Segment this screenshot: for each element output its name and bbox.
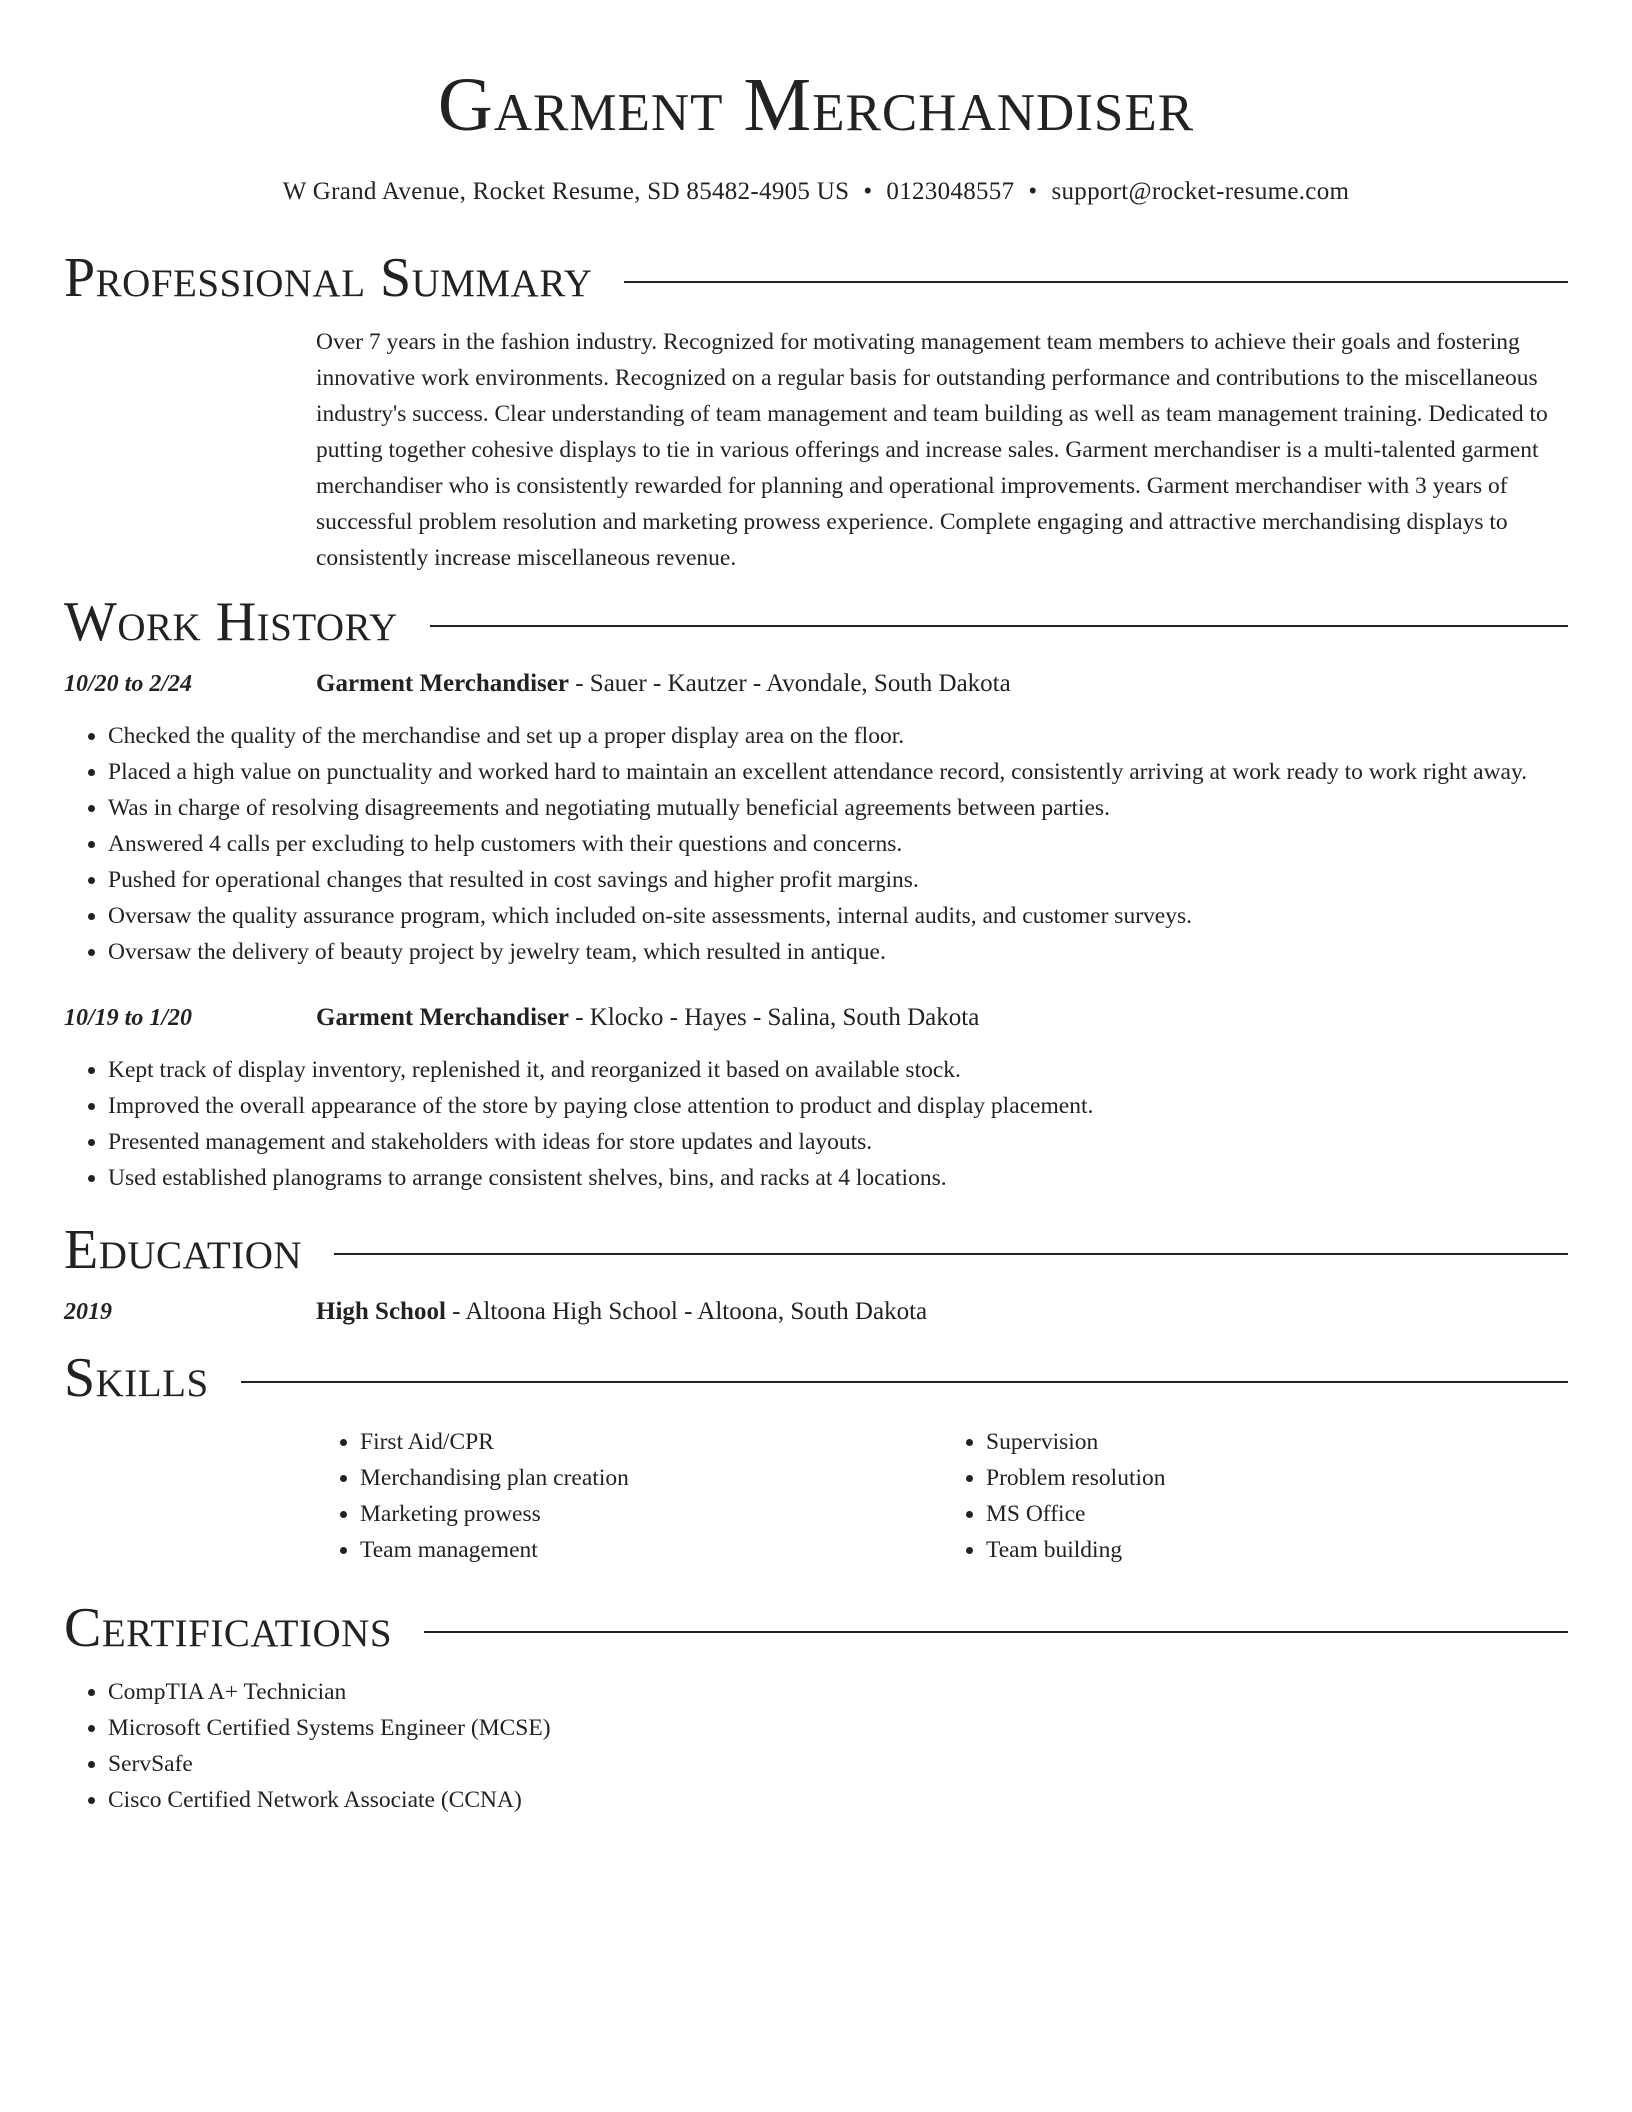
section-title-summary: Professional Summary [64, 247, 593, 309]
work-section-header [64, 590, 1568, 654]
summary-text: Over 7 years in the fashion industry. Recognized for motivating management team members to achieve their goals and fostering innovative work environments. Recognized on a regular basis for outstanding performance and contributions to the miscellaneous industry's success. Clear understanding of team management and team building as well as team management training. Dedicated to putting together cohesive displays to tie in various offerings and increase sales. Garment merchandiser is a multi-talented garment merchandiser who is consistently rewarded for planning and operational improvements. Garment merchandiser with 3 years of successful problem resolution and marketing prowess experience. Complete engaging and attractive merchandising displays to consistently increase miscellaneous revenue. [316, 329, 1548, 571]
list-item: • Oversaw the quality assurance program, which included on-site assessments, internal audits, and customer surveys. [108, 898, 1568, 934]
list-item: • Improved the overall appearance of the store by paying close attention to product and display placement. [108, 1088, 1568, 1124]
separator-dot: • [863, 178, 873, 205]
address: W Grand Avenue, Rocket Resume, SD 85482-4905 US [282, 178, 850, 205]
section-divider [334, 1253, 1568, 1255]
section-title-certifications: Certifications [64, 1597, 393, 1659]
section-title-skills: Skills [64, 1347, 209, 1409]
education-section-header [64, 1218, 1568, 1282]
education-heading [316, 1296, 927, 1328]
certification-item: • Cisco Certified Network Associate (CCNA) [108, 1782, 1568, 1818]
job-dates: 10/20 to 2/24 [64, 671, 193, 697]
skill-item: • First Aid/CPR [360, 1424, 942, 1460]
skills-column-left [316, 1424, 942, 1568]
certifications-list [64, 1674, 1568, 1818]
skill-item: • MS Office [986, 1496, 1568, 1532]
list-item: • Placed a high value on punctuality and worked hard to maintain an excellent attendance record, consistently arriving at work ready to work right away. [108, 754, 1568, 790]
job-entry [64, 668, 1568, 970]
certification-item: • ServSafe [108, 1746, 1568, 1782]
education-details: - Altoona High School - Altoona, South Dakota [445, 1298, 928, 1325]
job-header [64, 1002, 1568, 1034]
skill-item: • Team building [986, 1532, 1568, 1568]
job-details: - Klocko - Hayes - Salina, South Dakota [568, 1004, 980, 1031]
contact-line [64, 176, 1568, 208]
email: support@rocket-resume.com [1051, 178, 1350, 205]
list-item: • Was in charge of resolving disagreements and negotiating mutually beneficial agreements between parties. [108, 790, 1568, 826]
list-item: • Answered 4 calls per excluding to help customers with their questions and concerns. [108, 826, 1568, 862]
section-divider [424, 1631, 1568, 1633]
list-item: • Kept track of display inventory, replenished it, and reorganized it based on available stock. [108, 1052, 1568, 1088]
skill-item: • Marketing prowess [360, 1496, 942, 1532]
skill-item: • Supervision [986, 1424, 1568, 1460]
section-divider [430, 625, 1568, 627]
skills-column-right [942, 1424, 1568, 1568]
list-item: • Pushed for operational changes that resulted in cost savings and higher profit margins. [108, 862, 1568, 898]
section-divider [624, 281, 1568, 283]
job-title: Garment Merchandiser [316, 1004, 569, 1031]
certification-item: • Microsoft Certified Systems Engineer (MCSE) [108, 1710, 1568, 1746]
job-dates: 10/19 to 1/20 [64, 1005, 193, 1031]
education-degree: High School [316, 1298, 446, 1325]
education-year: 2019 [64, 1299, 112, 1325]
section-title-work: Work History [64, 591, 398, 653]
skill-item: • Team management [360, 1532, 942, 1568]
phone: 0123048557 [886, 178, 1015, 205]
summary-section-header [64, 246, 1568, 310]
skill-item: • Merchandising plan creation [360, 1460, 942, 1496]
job-heading [316, 668, 1011, 700]
education-entry [64, 1296, 1568, 1328]
list-item: • Presented management and stakeholders with ideas for store updates and layouts. [108, 1124, 1568, 1160]
separator-dot: • [1028, 178, 1038, 205]
job-header [64, 668, 1568, 700]
skills-section-header [64, 1346, 1568, 1410]
job-entry [64, 1002, 1568, 1196]
certifications-section-header [64, 1596, 1568, 1660]
job-bullets [64, 1052, 1568, 1196]
job-details: - Sauer - Kautzer - Avondale, South Dakota [568, 670, 1011, 697]
candidate-name: Garment Merchandiser [437, 63, 1195, 147]
job-title: Garment Merchandiser [316, 670, 569, 697]
job-heading [316, 1002, 979, 1034]
skill-item: • Problem resolution [986, 1460, 1568, 1496]
job-bullets [64, 718, 1568, 970]
list-item: • Oversaw the delivery of beauty project by jewelry team, which resulted in antique. [108, 934, 1568, 970]
certification-item: • CompTIA A+ Technician [108, 1674, 1568, 1710]
skills-grid [316, 1424, 1568, 1568]
section-title-education: Education [64, 1219, 303, 1281]
list-item: • Checked the quality of the merchandise and set up a proper display area on the floor. [108, 718, 1568, 754]
list-item: • Used established planograms to arrange consistent shelves, bins, and racks at 4 locations. [108, 1160, 1568, 1196]
section-divider [241, 1381, 1568, 1383]
